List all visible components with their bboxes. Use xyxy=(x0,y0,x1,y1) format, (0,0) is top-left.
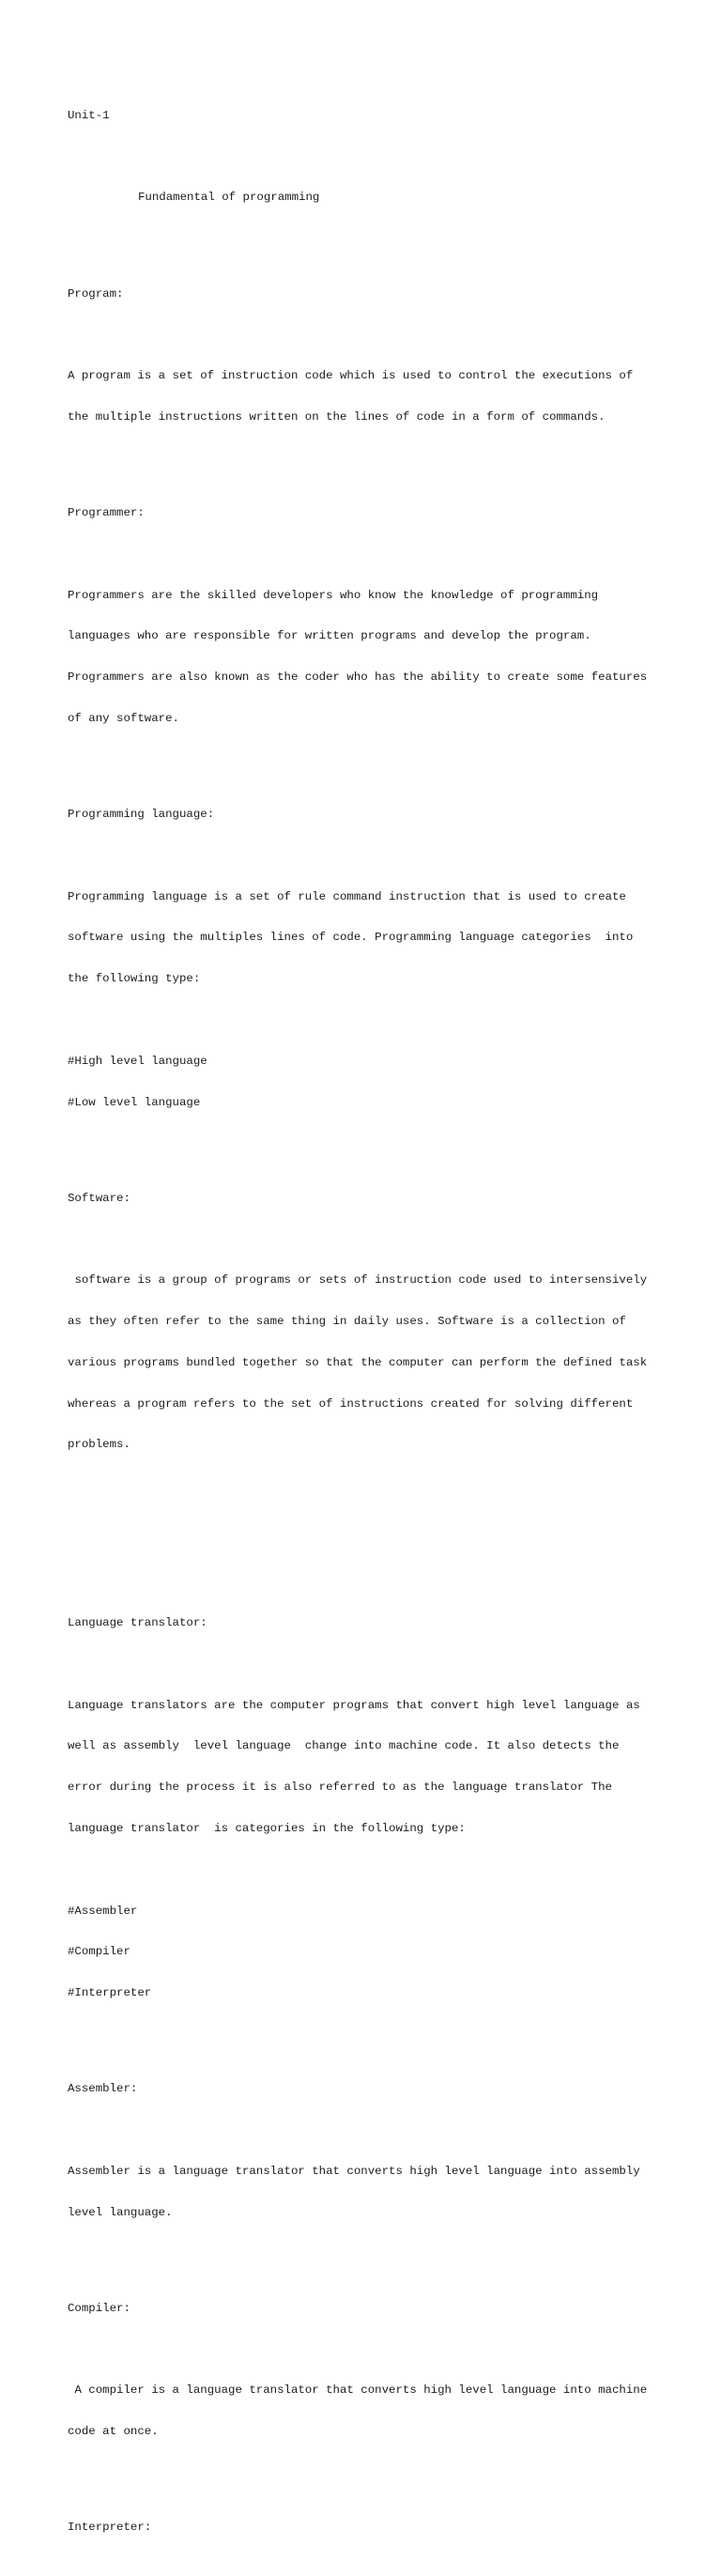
language-translator-text-line: error during the process it is also referred to as the language translator The xyxy=(68,1781,612,1795)
programming-language-heading: Programming language: xyxy=(68,808,215,822)
software-text-line: whereas a program refers to the set of instructions created for solving different xyxy=(68,1396,634,1411)
translator-type-item: #Interpreter xyxy=(68,1986,152,2000)
programmer-text-line: Programmers are also known as the coder who has the ability to create some features xyxy=(68,671,648,685)
assembler-text-line: level language. xyxy=(68,2205,173,2219)
translator-type-item: #Assembler xyxy=(68,1904,138,1918)
unit-label: Unit-1 xyxy=(68,108,110,122)
translator-type-item: #Compiler xyxy=(68,1945,130,1959)
program-text-line: A program is a set of instruction code which is used to control the executions of xyxy=(68,369,634,383)
software-heading: Software: xyxy=(68,1191,130,1205)
compiler-text-line: A compiler is a language translator that converts high level language into machine xyxy=(68,2383,648,2398)
programming-language-text-line: software using the multiples lines of code. Programming language categories into xyxy=(68,931,634,945)
software-text-line: various programs bundled together so that the computer can perform the defined task xyxy=(68,1355,648,1369)
software-text-line: as they often refer to the same thing in daily uses. Software is a collection of xyxy=(68,1315,626,1329)
compiler-text-line: code at once. xyxy=(68,2425,159,2439)
programming-language-text-line: Programming language is a set of rule command instruction that is used to create xyxy=(68,889,626,903)
programming-language-text-line: the following type: xyxy=(68,972,201,986)
programmer-text-line: of any software. xyxy=(68,711,179,725)
software-text-line: problems. xyxy=(68,1438,130,1452)
software-text-line: software is a group of programs or sets of instruction code used to intersensively xyxy=(68,1273,648,1288)
language-translator-heading: Language translator: xyxy=(68,1616,207,1630)
programmer-text-line: languages who are responsible for written programs and develop the program. xyxy=(68,629,591,643)
interpreter-heading: Interpreter: xyxy=(68,2521,152,2535)
assembler-text-line: Assembler is a language translator that converts high level language into assembly xyxy=(68,2164,640,2178)
language-type-item: #High level language xyxy=(68,1054,207,1068)
program-text-line: the multiple instructions written on the lines of code in a form of commands. xyxy=(68,409,606,424)
language-translator-text-line: Language translators are the computer programs that convert high level language as xyxy=(68,1698,640,1712)
page-title: Fundamental of programming xyxy=(138,191,320,205)
document-body xyxy=(68,68,706,2576)
language-translator-text-line: well as assembly level language change into machine code. It also detects the xyxy=(68,1739,620,1753)
language-translator-text-line: language translator is categories in the following type: xyxy=(68,1822,466,1835)
programmer-heading: Programmer: xyxy=(68,506,145,519)
programmer-text-line: Programmers are the skilled developers who know the knowledge of programming xyxy=(68,588,599,602)
compiler-heading: Compiler: xyxy=(68,2301,130,2315)
program-heading: Program: xyxy=(68,286,124,301)
assembler-heading: Assembler: xyxy=(68,2082,138,2096)
language-type-item: #Low level language xyxy=(68,1095,201,1109)
